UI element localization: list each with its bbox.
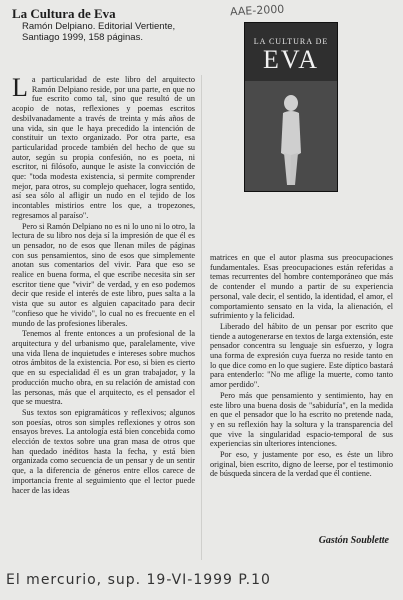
handwritten-source-note: El mercurio, sup. 19-VI-1999 P.10 [6, 572, 271, 588]
paragraph-2: Pero si Ramón Delpiano no es ni lo uno ni lo otro, la lectura de su libro nos deja sí la impresión de que él es un pensador, no de esos que llenan miles de páginas con sus pensamientos, sino de esos que simplemente anotan sus comentarios del vivir. Para que eso se realice en buena forma, el que escribe necesita sin ser escritor tiene que "vivir" de verdad, y en eso podemos decir que reside el interés de este libro, pues salta a la vista que su autor es alguien capacitado para decir "confieso que he vivido", lo cual no es frecuente en el mundo de las profesiones liberales. [12, 221, 195, 328]
biblio-line-1: Ramón Delpiano. Editorial Vertiente, [22, 21, 176, 32]
bibliographic-info [22, 21, 175, 43]
author-signature: Gastón Soublette [318, 535, 389, 546]
paragraph-1-text: a particularidad de este libro del arquitecto Ramón Delpiano reside, por una parte, en que no fue escrito como tal, sino que resultó de un acopio de notas, reflexiones y poemas escritos desbilvanadamente a través de treinta y más años de una vida, sin que le haya precedido la intención de constituir un texto organizado. Por otra parte, esa particularidad procede también del hecho de que su autor, según su propia confesión, no es poeta, ni escritor, ni filósofo, aunque le asiste la convicción de que: "toda modesta existencia, si permite comprender mejor, para otros, su complejo quehacer, logra sentido, así sea sólo al afligir un nudo en el tejido de los incontables mistirios entre los que, a tropezones, regresamos al paraíso". [12, 75, 195, 220]
paragraph-3: Tenemos al frente entonces a un profesional de la arquitectura y del urbanismo que, paralelamente, vive una vida llena de inquietudes e intereses sobre muchos otros ámbitos de la existencia. Por eso, si bien es cierto que en su especialidad él es un gran trabajador, y la producción mucho obra, en su relación de amistad con las personas, más que el arquitecto, es el pensador el que se muestra. [12, 329, 195, 407]
paragraph-1 [12, 75, 195, 221]
paragraph-8: Por eso, y justamente por eso, es éste un libro original, bien escrito, digno de leerse, por el testimonio de búsqueda sincera de la verdad que él contiene. [210, 450, 393, 479]
article-right-column [210, 253, 393, 533]
column-divider [201, 75, 202, 560]
paragraph-5: matrices en que el autor plasma sus preocupaciones fundamentales. Esas preocupaciones están referidas a temas recurrentes del hombre contemporáneo que más de contender el mundo a partir de su experiencia personal, vale decir, el sentido, la identidad, el amor, el comportamiento sensato en la vida, la alienación, el sufrimiento y la felicidad. [210, 253, 393, 321]
book-cover-big-text: EVA [262, 45, 320, 74]
book-cover-top-text: LA CULTURA DE [253, 37, 329, 46]
paragraph-4: Sus textos son epigramáticos y reflexivos; algunos son poesías, otros son simples reflexiones y otros son ensayos breves. La antología está bien concebida como elección de textos sobre una gran masa de otros que han quedado inéditos hasta la fecha, y está bien organizada como secuencia de un pensar y de un sentir que, a la diferencia de géneros entre ellos carece de importancia frente al seguimiento que el lector puede hacer de las ideas [12, 407, 195, 495]
handwritten-note: AAE-2000 [229, 2, 285, 19]
paragraph-6: Liberado del hábito de un pensar por escrito que tiende a autogenerarse en textos de larga extensión, este pensador concentra su lenguaje sin esfuerzo, y logra una forma de expresión cuya fuerza no reside tanto en lo que dice como en lo que sugiere. Este díptico bastará para entenderlo: "No me aflige la muerte, como tanto amor perdido". [210, 321, 393, 390]
article-left-column [12, 75, 195, 560]
article-title: La Cultura de Eva [12, 6, 116, 21]
dropcap: L [12, 75, 28, 102]
biblio-line-2: Santiago 1999, 158 páginas. [22, 32, 143, 43]
book-cover-figure-icon [245, 23, 337, 191]
book-cover-image [244, 22, 338, 192]
paragraph-7: Pero más que pensamiento y sentimiento, hay en este libro una buena dosis de "sabiduría", en la medida en que el pensador que lo ha escrito no pretende nada, y en su reflexión hay la soltura y la transparencia del que vive la singularidad espacio-temporal de sus experiencias sin ulteriores intenciones. [210, 390, 393, 449]
